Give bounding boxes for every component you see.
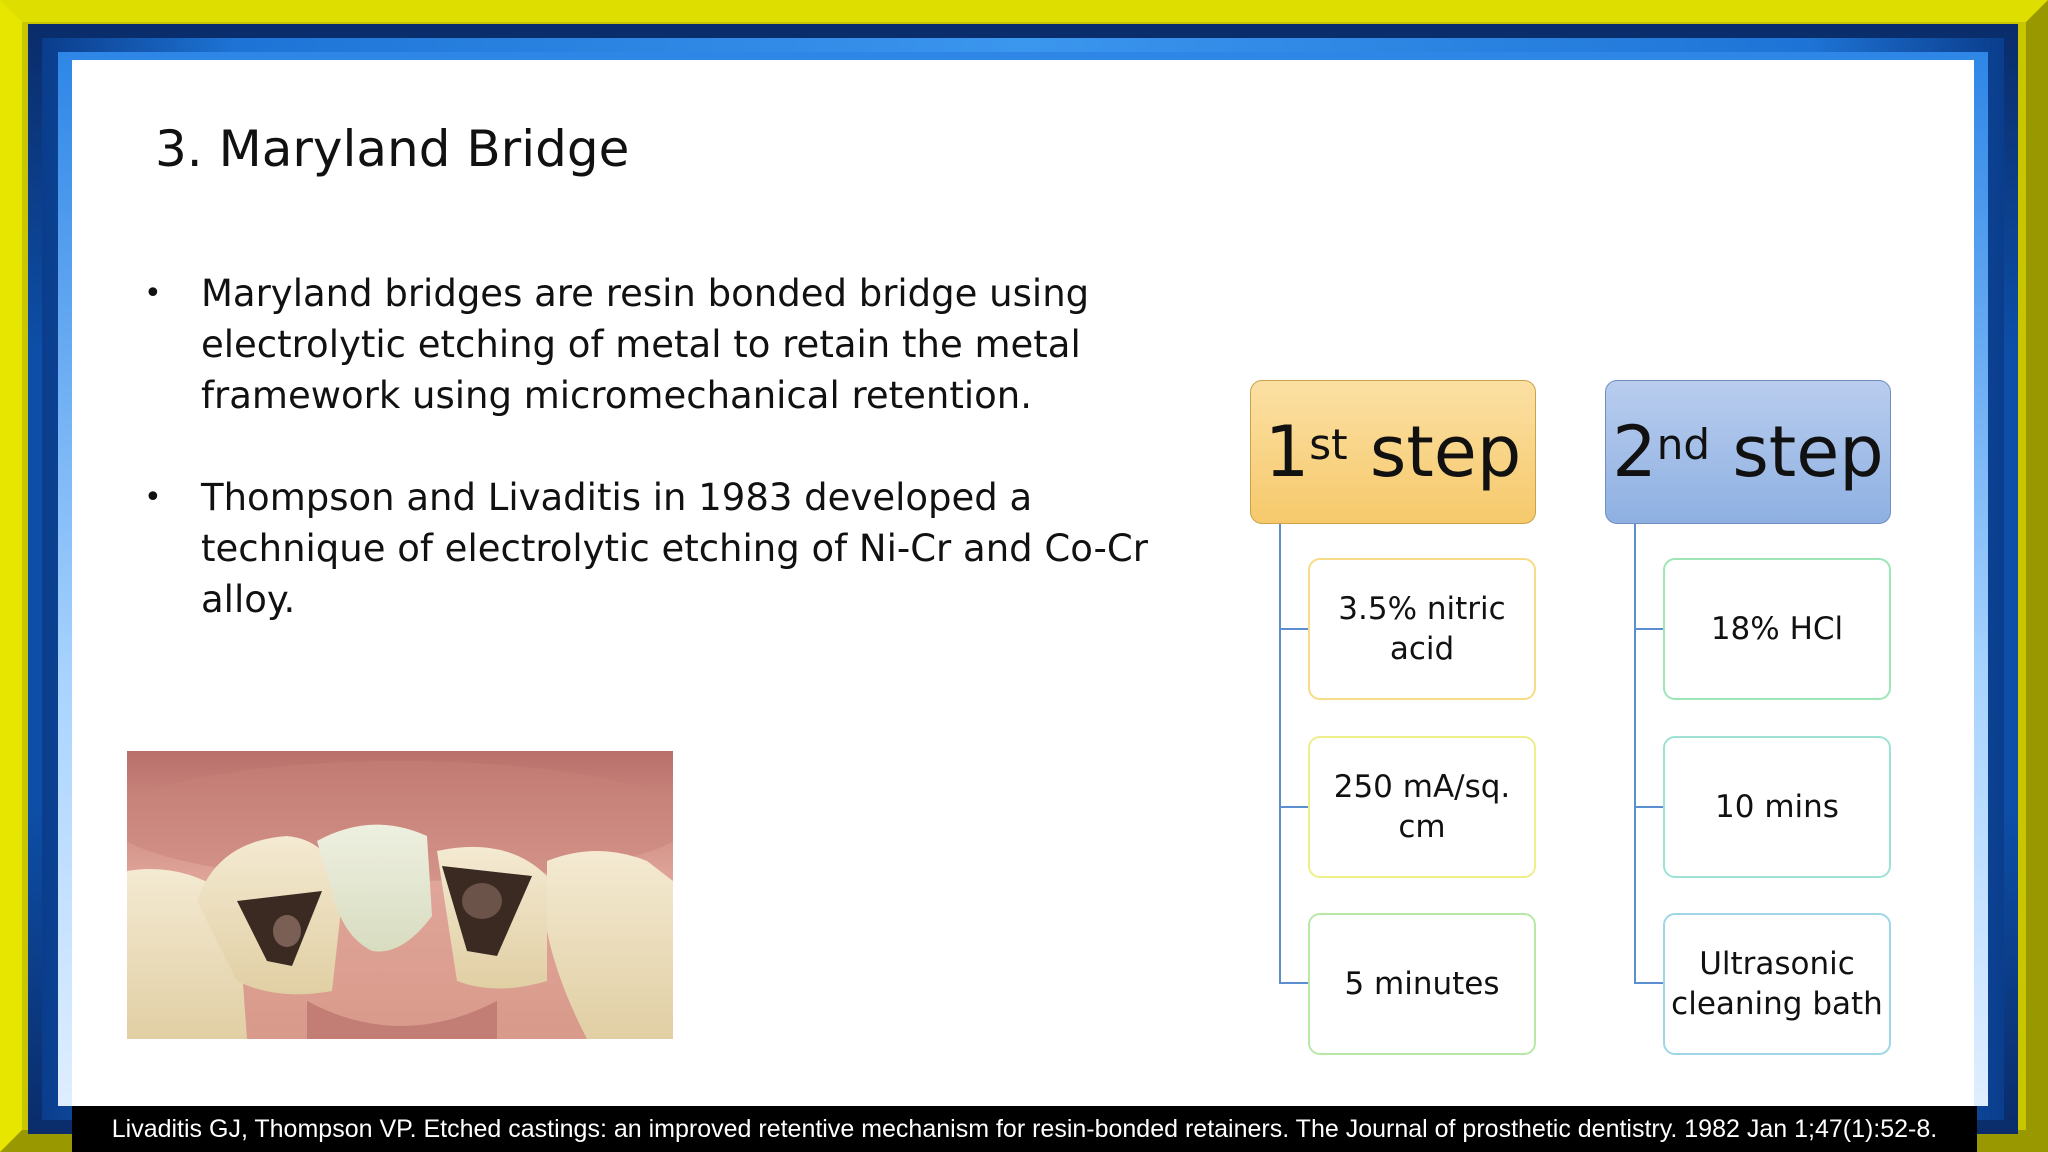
- citation-text: Livaditis GJ, Thompson VP. Etched castings: an improved retentive mechanism for resin-bonded retainers. The Journal of prosthetic dentistry. 1982 Jan 1;47(1):52-8.: [111, 1114, 1938, 1143]
- citation-footer: [72, 1106, 1977, 1152]
- step-1-item: 5 minutes: [1308, 913, 1536, 1055]
- step-2-item: Ultrasonic cleaning bath: [1663, 913, 1891, 1055]
- connector-line: [1634, 628, 1663, 630]
- dental-photo: [127, 751, 673, 1039]
- connector-line: [1279, 806, 1308, 808]
- connector-line: [1634, 806, 1663, 808]
- step-1-box: [1250, 380, 1536, 524]
- connector-line: [1279, 524, 1281, 984]
- connector-line: [1279, 982, 1308, 984]
- bullet-list: [140, 268, 1180, 676]
- step-2-word: step: [1732, 411, 1884, 493]
- bullet-item: [140, 268, 1180, 421]
- bullet-text: Thompson and Livaditis in 1983 developed a technique of electrolytic etching of Ni-Cr and Co-Cr alloy.: [201, 476, 1148, 621]
- step-1-number: 1: [1264, 411, 1310, 493]
- maryland-bridge-image: [127, 751, 673, 1039]
- step-2-box: [1605, 380, 1891, 524]
- step-2-item: 18% HCl: [1663, 558, 1891, 700]
- step-1-item: 250 mA/sq. cm: [1308, 736, 1536, 878]
- step-1-word: step: [1369, 411, 1522, 493]
- connector-line: [1634, 982, 1663, 984]
- bullet-item: [140, 472, 1180, 625]
- step-2-suffix: nd: [1656, 419, 1711, 469]
- connector-line: [1634, 524, 1636, 984]
- bullet-marker: •: [144, 480, 162, 515]
- step-1-suffix: st: [1309, 419, 1348, 469]
- step-2-number: 2: [1612, 411, 1657, 493]
- step-2-item: 10 mins: [1663, 736, 1891, 878]
- bullet-text: Maryland bridges are resin bonded bridge using electrolytic etching of metal to retain the metal framework using micromechanical retention.: [201, 272, 1090, 417]
- bullet-marker: •: [144, 276, 162, 311]
- step-1-item: 3.5% nitric acid: [1308, 558, 1536, 700]
- connector-line: [1279, 628, 1308, 630]
- slide-title: 3. Maryland Bridge: [155, 120, 630, 178]
